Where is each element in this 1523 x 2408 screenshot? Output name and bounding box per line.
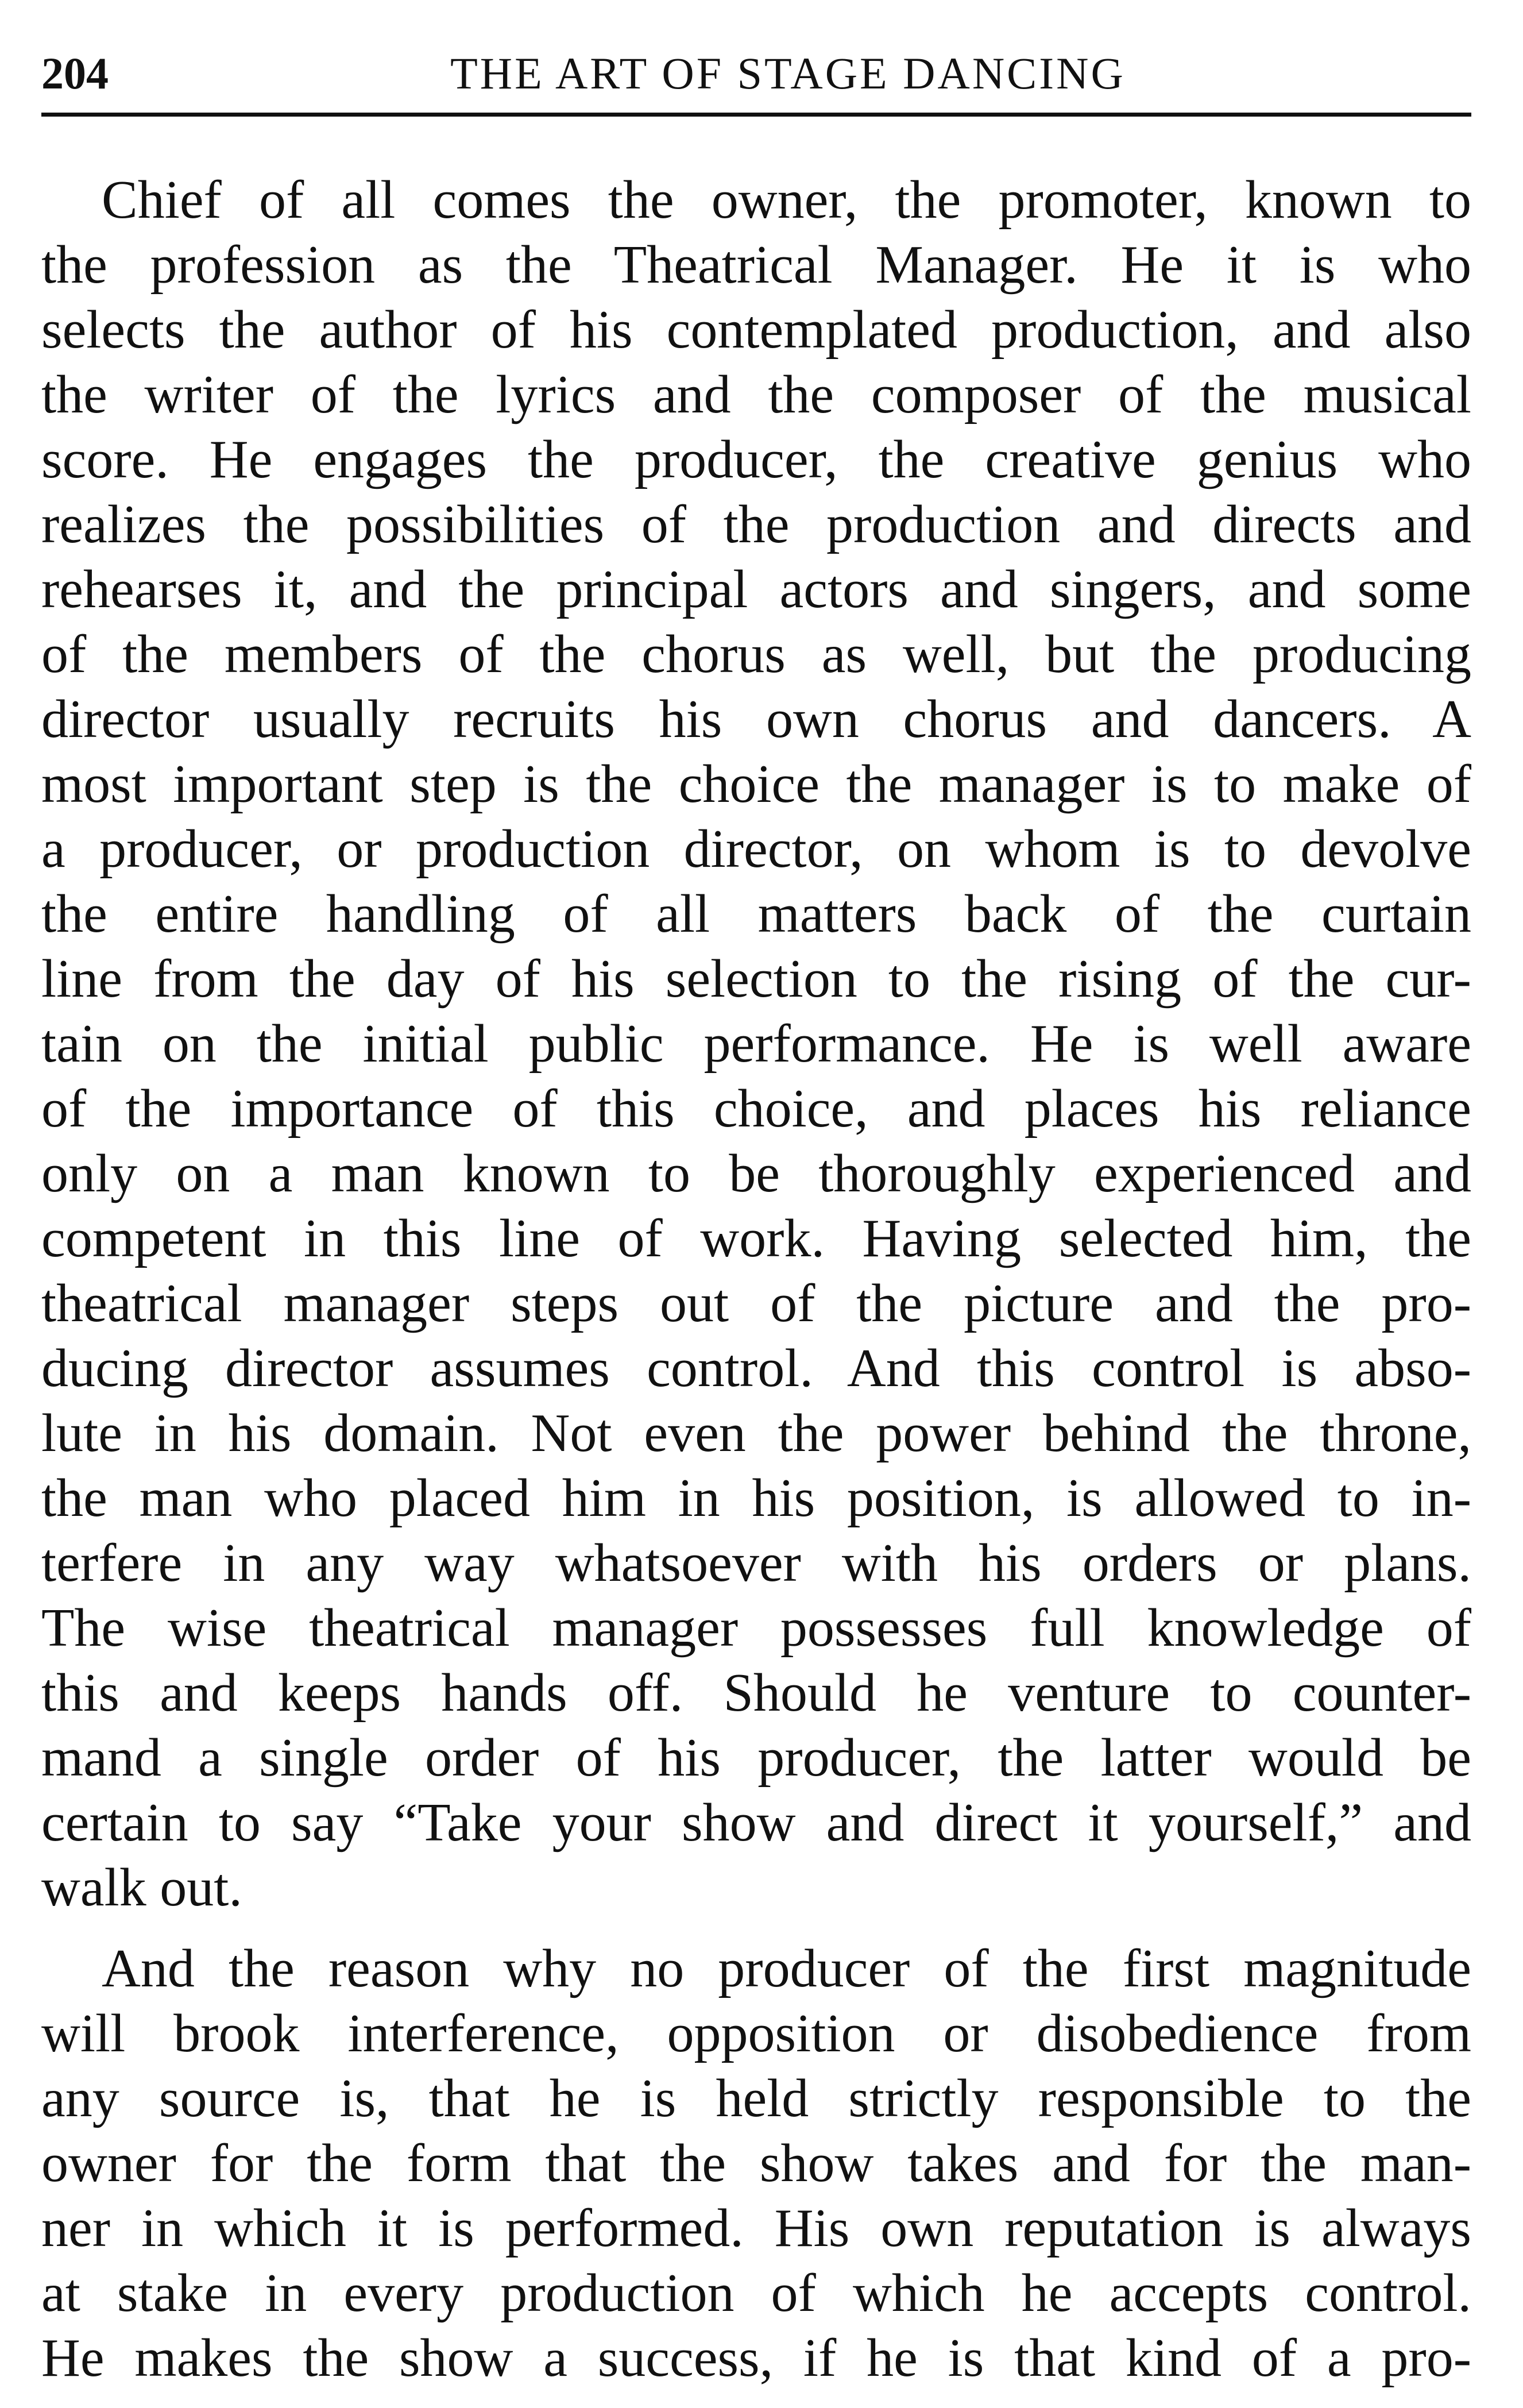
text-line: a producer, or production director, on whom is to devolve bbox=[41, 819, 1471, 879]
text-line: of the importance of this choice, and places his reliance bbox=[41, 1079, 1471, 1139]
text-line: And the reason why no producer of the first magnitude bbox=[102, 1939, 1471, 1998]
text-line: competent in this line of work. Having selected him, the bbox=[41, 1209, 1471, 1268]
text-line: Chief of all comes the owner, the promoter, known to bbox=[102, 170, 1471, 230]
text-line: will brook interference, opposition or disobedience from bbox=[41, 2004, 1471, 2063]
text-line: score. He engages the producer, the creative genius who bbox=[41, 430, 1471, 489]
text-line: the profession as the Theatrical Manager. He it is who bbox=[41, 235, 1471, 295]
header-rule bbox=[41, 113, 1471, 117]
text-line: ducing director assumes control. And this control is abso- bbox=[41, 1338, 1471, 1398]
running-title: THE ART OF STAGE DANCING bbox=[450, 48, 1126, 98]
text-line: mand a single order of his producer, the latter would be bbox=[41, 1728, 1471, 1788]
text-line: owner for the form that the show takes and for the man- bbox=[41, 2133, 1471, 2193]
text-line: certain to say “Take your show and direct it yourself,” and bbox=[41, 1793, 1471, 1853]
text-line: He makes the show a success, if he is that kind of a pro- bbox=[41, 2328, 1471, 2388]
text-line: rehearses it, and the principal actors and singers, and some bbox=[41, 559, 1471, 619]
text-line: any source is, that he is held strictly responsible to the bbox=[41, 2069, 1471, 2128]
text-line: terfere in any way whatsoever with his orders or plans. bbox=[41, 1533, 1471, 1593]
text-line: only on a man known to be thoroughly experienced and bbox=[41, 1144, 1471, 1203]
text-line: most important step is the choice the manager is to make of bbox=[41, 754, 1471, 814]
text-line: The wise theatrical manager possesses full knowledge of bbox=[41, 1598, 1471, 1658]
text-line: realizes the possibilities of the production and directs and bbox=[41, 495, 1471, 554]
text-line: selects the author of his contemplated production, and also bbox=[41, 300, 1471, 360]
text-line: theatrical manager steps out of the picture and the pro- bbox=[41, 1274, 1471, 1333]
paragraph-2 bbox=[41, 1936, 1471, 2391]
body-text bbox=[41, 168, 1471, 2391]
text-line: the entire handling of all matters back of the curtain bbox=[41, 884, 1471, 944]
text-line: at stake in every production of which he accepts control. bbox=[41, 2263, 1471, 2323]
text-line: tain on the initial public performance. He is well aware bbox=[41, 1014, 1471, 1074]
text-line: line from the day of his selection to the rising of the cur- bbox=[41, 949, 1471, 1009]
text-line: lute in his domain. Not even the power behind the throne, bbox=[41, 1403, 1471, 1463]
text-line: this and keeps hands off. Should he venture to counter- bbox=[41, 1663, 1471, 1723]
paragraph-1 bbox=[41, 168, 1471, 1920]
page-number: 204 bbox=[41, 48, 109, 98]
text-line: walk out. bbox=[41, 1858, 242, 1917]
text-line: the man who placed him in his position, is allowed to in- bbox=[41, 1468, 1471, 1528]
text-line: of the members of the chorus as well, but the producing bbox=[41, 624, 1471, 684]
paragraph-gap bbox=[41, 1920, 1471, 1936]
text-line: director usually recruits his own chorus and dancers. A bbox=[41, 689, 1471, 749]
text-line: ner in which it is performed. His own reputation is always bbox=[41, 2198, 1471, 2258]
text-line: the writer of the lyrics and the composer of the musical bbox=[41, 365, 1471, 425]
running-head bbox=[41, 45, 1471, 108]
